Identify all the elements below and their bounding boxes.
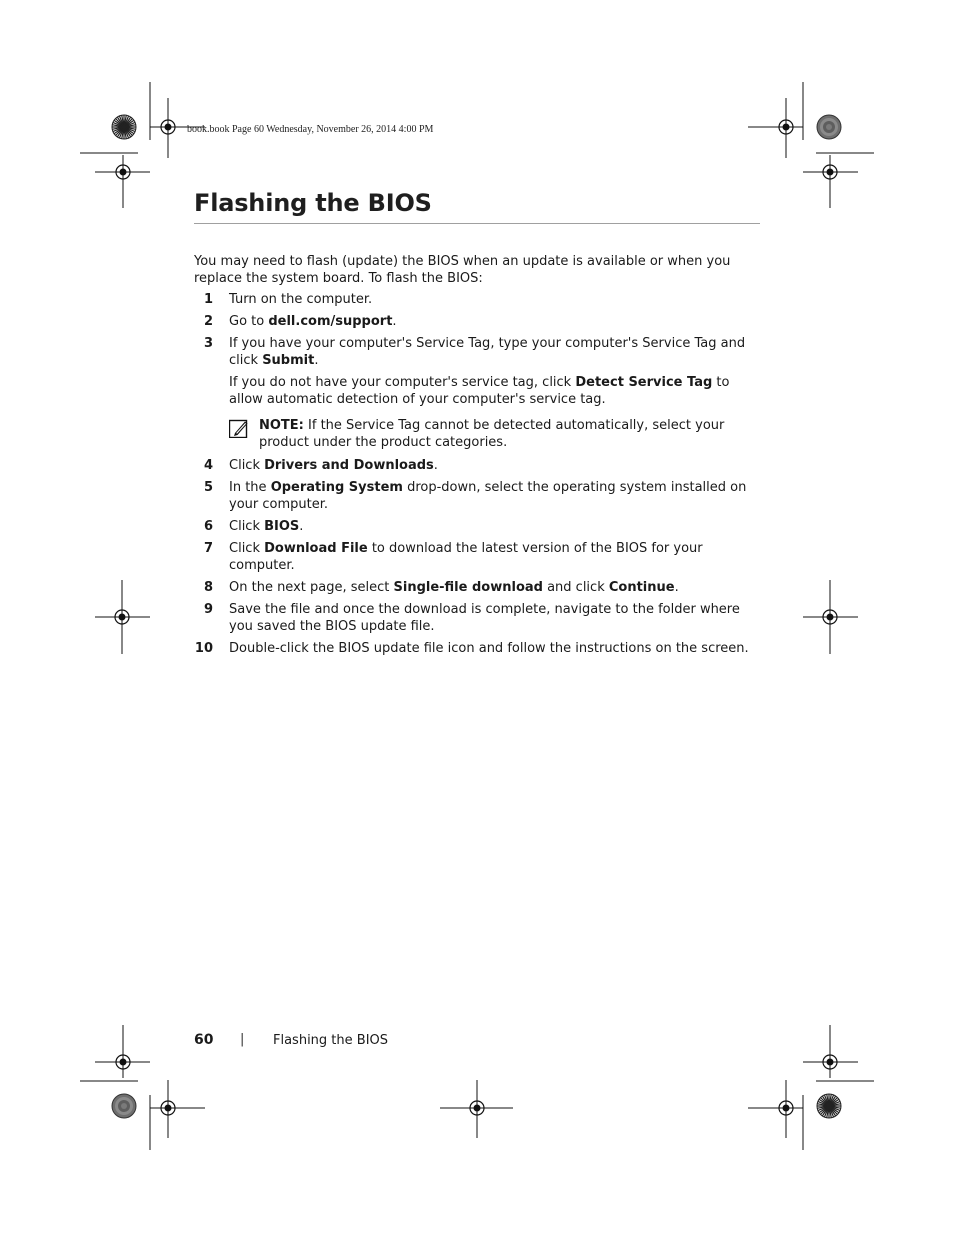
steps-list	[194, 291, 764, 657]
step-number: 9	[203, 602, 213, 617]
ui-term: Operating System	[270, 480, 403, 495]
step-text-end: .	[433, 458, 438, 473]
title-divider	[194, 223, 760, 224]
list-item	[194, 335, 764, 451]
ui-term: Drivers and Downloads	[264, 458, 434, 473]
step-text: Go to	[229, 314, 269, 329]
note-text: If the Service Tag cannot be detected automatically, select your product under the product categories.	[259, 418, 725, 450]
ui-term: Single-file download	[393, 580, 543, 595]
list-item	[194, 601, 764, 635]
step-text: On the next page, select	[229, 580, 394, 595]
list-item	[194, 640, 764, 657]
step-number: 7	[203, 541, 213, 556]
step-text-end: .	[299, 519, 304, 534]
list-item	[194, 579, 764, 596]
step-number: 1	[203, 292, 213, 307]
step-text: Click	[229, 458, 265, 473]
step-text: Click	[229, 541, 265, 556]
list-item	[194, 540, 764, 574]
step-text: In the	[229, 480, 271, 495]
note-label: NOTE:	[259, 418, 304, 433]
main-content	[194, 253, 764, 662]
step-text-end: drop-down, select the operating system installed on your computer.	[229, 480, 747, 512]
step-text: If you have your computer's Service Tag, type your computer's Service Tag and click	[229, 336, 746, 368]
ui-term: Continue	[608, 580, 675, 595]
note-callout	[229, 417, 764, 451]
step-text-end: .	[674, 580, 679, 595]
page-title: Flashing the BIOS	[194, 189, 432, 217]
step-number: 2	[203, 314, 213, 329]
step-text-end: .	[314, 353, 319, 368]
list-item	[194, 479, 764, 513]
step-text: Turn on the computer.	[229, 292, 373, 307]
footer-section-title: Flashing the BIOS	[273, 1033, 389, 1048]
ui-term: Submit	[262, 353, 315, 368]
step-number: 4	[203, 458, 213, 473]
step-number: 10	[194, 641, 213, 656]
footer-separator: |	[240, 1032, 245, 1047]
ui-term: BIOS	[264, 519, 300, 534]
url-text: dell.com/support	[268, 314, 393, 329]
intro-paragraph: You may need to flash (update) the BIOS when an update is available or when you replace the system board. To flash the BIOS:	[194, 254, 731, 286]
list-item	[194, 313, 764, 330]
step-text: Save the file and once the download is complete, navigate to the folder where you saved the BIOS update file.	[229, 602, 740, 634]
step-number: 5	[203, 480, 213, 495]
step-text-mid: and click	[542, 580, 609, 595]
ui-term: Download File	[264, 541, 368, 556]
step-number: 6	[203, 519, 213, 534]
step-text: If you do not have your computer's service tag, click	[229, 375, 576, 390]
ui-term: Detect Service Tag	[575, 375, 713, 390]
list-item	[194, 457, 764, 474]
step-text-end: to download the latest version of the BIOS for your computer.	[229, 541, 703, 573]
note-pencil-icon	[229, 418, 249, 438]
print-header-meta: book.book Page 60 Wednesday, November 26, 2014 4:00 PM	[187, 124, 434, 135]
step-number: 8	[203, 580, 213, 595]
step-subparagraph	[229, 374, 764, 408]
step-text-end: to allow automatic detection of your computer's service tag.	[229, 375, 730, 407]
step-text: Click	[229, 519, 265, 534]
list-item	[194, 291, 764, 308]
step-text: Double-click the BIOS update file icon and follow the instructions on the screen.	[229, 641, 749, 656]
step-number: 3	[203, 336, 213, 351]
list-item	[194, 518, 764, 535]
step-text-end: .	[392, 314, 397, 329]
footer-page-number: 60	[194, 1032, 214, 1048]
